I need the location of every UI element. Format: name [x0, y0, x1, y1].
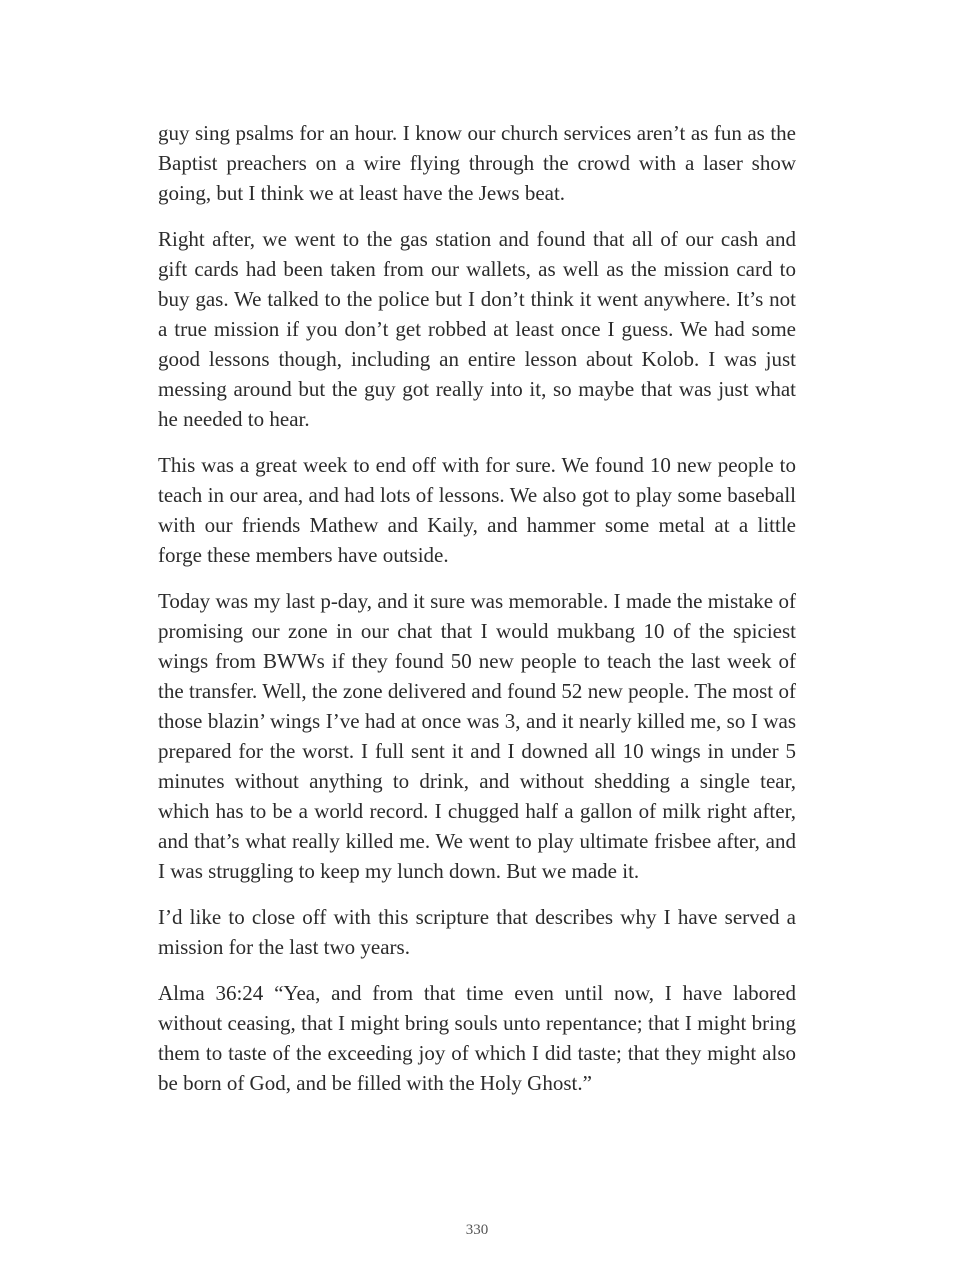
paragraph-closing: I’d like to close off with this scripture that describes why I have served a mission for the last two years.	[158, 905, 796, 959]
paragraph-psalms: guy sing psalms for an hour. I know our church services aren’t as fun as the Baptist preachers on a wire flying through the crowd with a laser show going, but I think we at least have the Jews beat.	[158, 121, 796, 205]
paragraph-last-pday: Today was my last p-day, and it sure was memorable. I made the mistake of promising our zone in our chat that I would mukbang 10 of the spiciest wings from BWWs if they found 50 new people to teach the last week of the transfer. Well, the zone delivered and found 52 new people. The most of those blazin’ wings I’ve had at once was 3, and it nearly killed me, so I was prepared for the worst. I full sent it and I downed all 10 wings in under 5 minutes without anything to drink, and without shedding a single tear, which has to be a world record. I chugged half a gallon of milk right after, and that’s what really killed me. We went to play ultimate frisbee after, and I was struggling to keep my lunch down. But we made it.	[158, 589, 796, 883]
page-number: 330	[465, 1222, 489, 1238]
page-body	[158, 118, 796, 1114]
paragraph-scripture: Alma 36:24 “Yea, and from that time even until now, I have labored without ceasing, that I might bring souls unto repentance; that I might bring them to taste of the exceeding joy of which I did taste; that they might also be born of God, and be filled with the Holy Ghost.”	[158, 981, 796, 1095]
paragraph-great-week: This was a great week to end off with for sure. We found 10 new people to teach in our area, and had lots of lessons. We also got to play some baseball with our friends Mathew and Kaily, and hammer some metal at a little forge these members have outside.	[158, 453, 796, 567]
paragraph-gas-station: Right after, we went to the gas station and found that all of our cash and gift cards had been taken from our wallets, as well as the mission card to buy gas. We talked to the police but I don’t think it went anywhere. It’s not a true mission if you don’t get robbed at least once I guess. We had some good lessons though, including an entire lesson about Kolob. I was just messing around but the guy got really into it, so maybe that was just what he needed to hear.	[158, 227, 796, 431]
